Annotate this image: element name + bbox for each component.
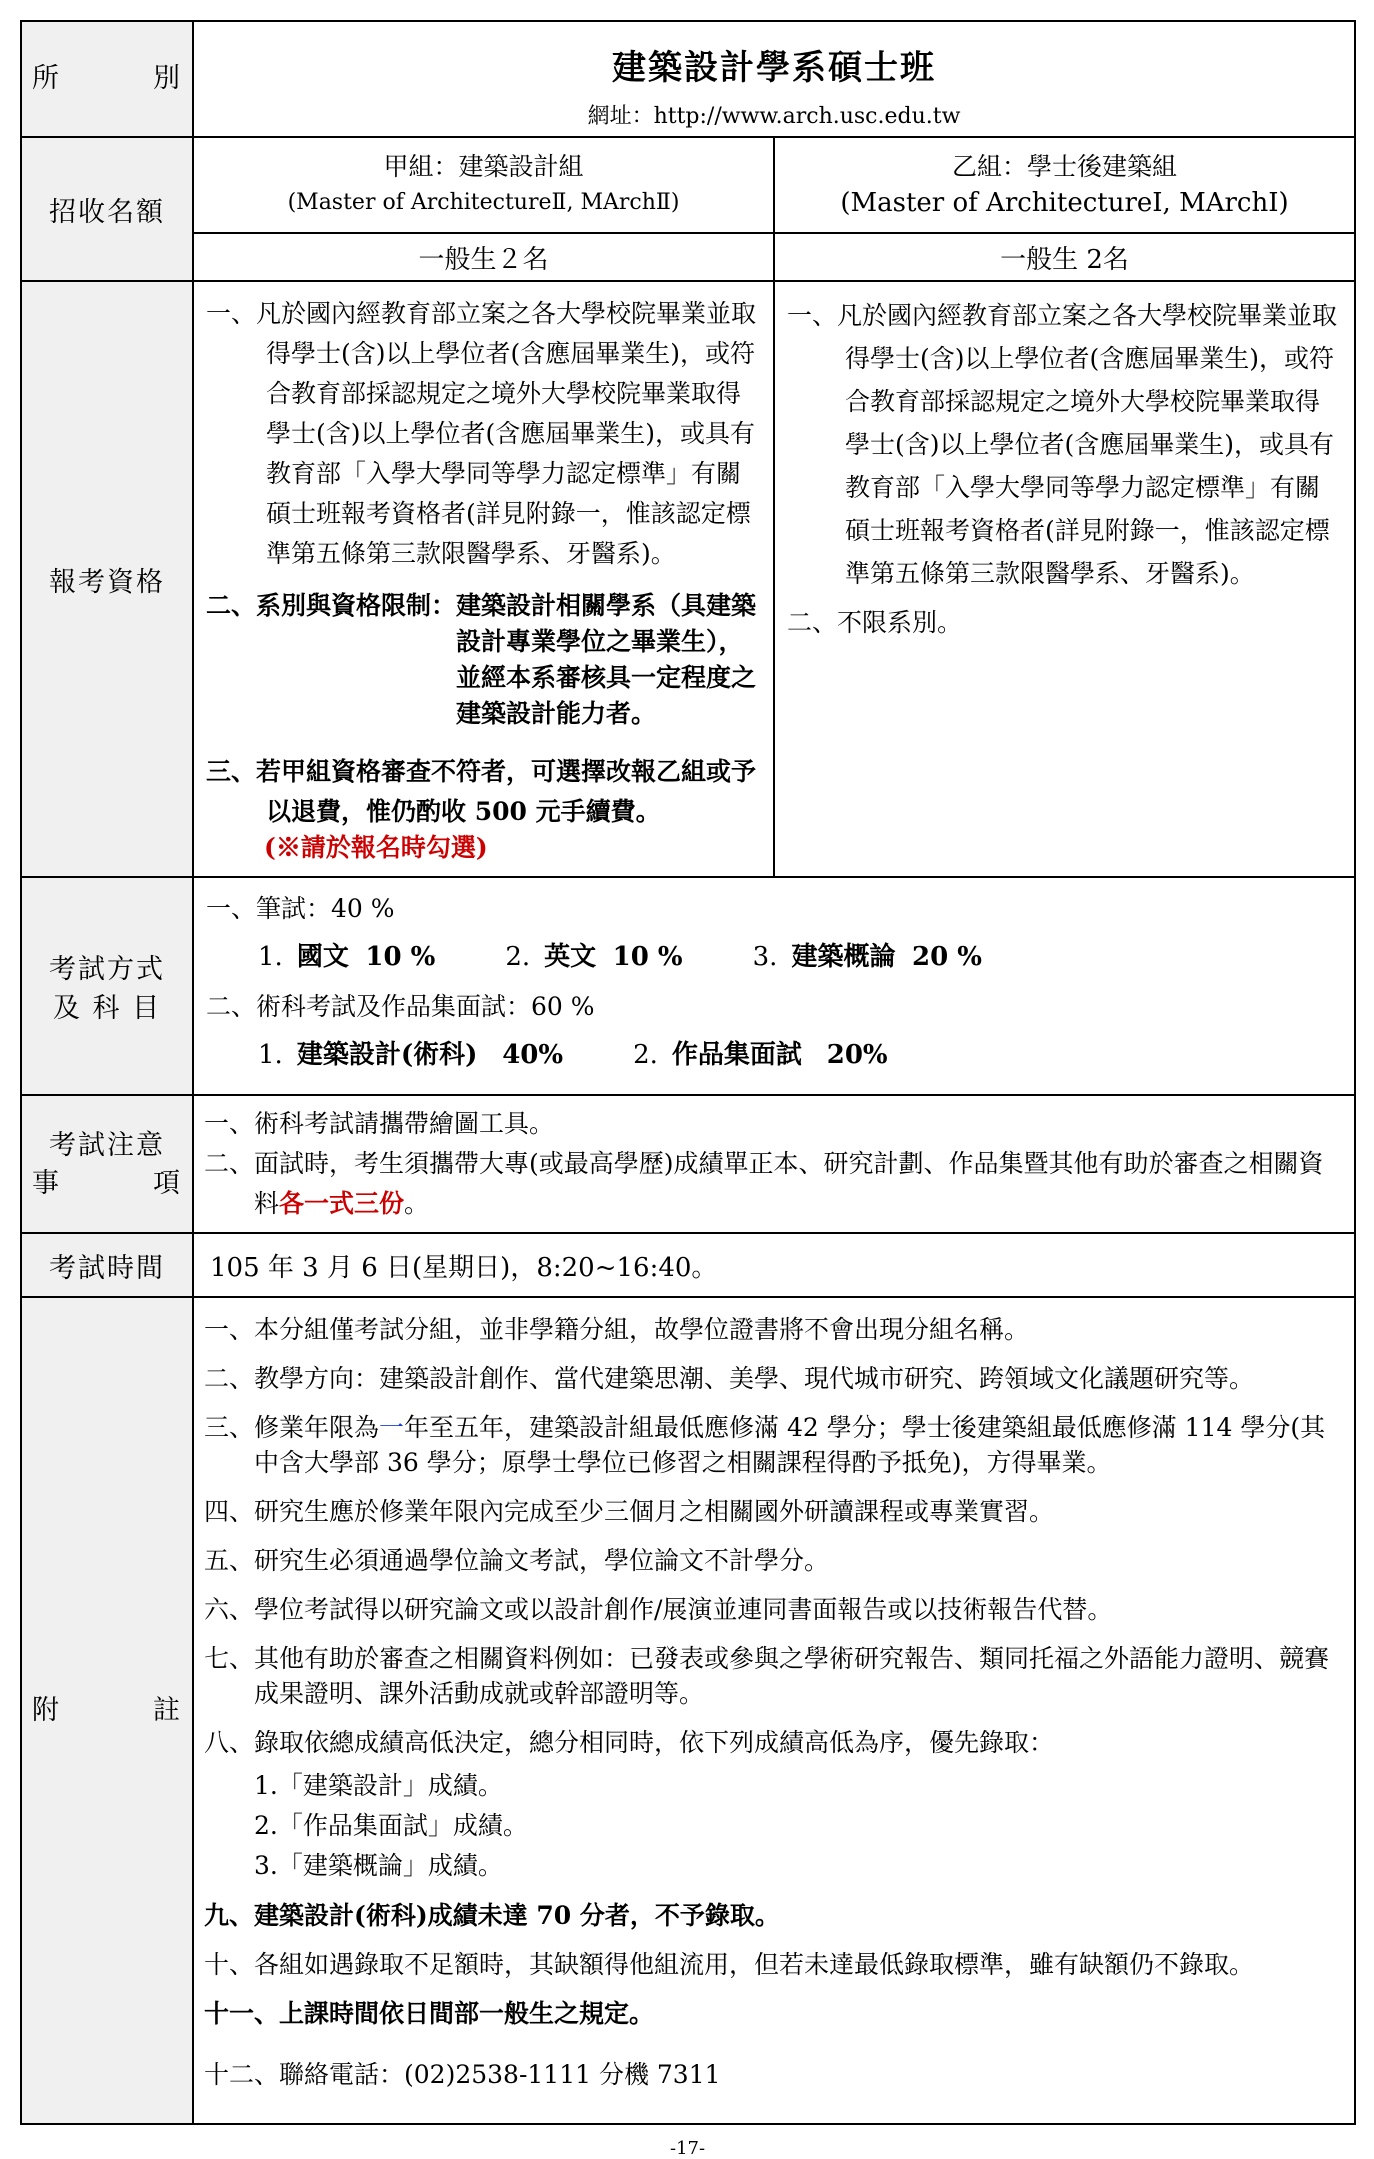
qual-a-item-2: 二、系別與資格限制： 建築設計相關學系（具建築設計專業學位之畢業生），並經本系審核具一定程度之建築設計能力者。 bbox=[206, 591, 757, 728]
remark-4: 四、研究生應於修業年限內完成至少三個月之相關國外研讀課程或專業實習。 bbox=[204, 1497, 1055, 1526]
remark-5: 五、研究生必須通過學位論文考試，學位論文不計學分。 bbox=[204, 1546, 830, 1575]
time-row bbox=[21, 1233, 1355, 1297]
quota-label: 招收名額 bbox=[21, 137, 193, 281]
remark-9: 九、建築設計(術科)成績未達 70 分者，不予錄取。 bbox=[204, 1901, 780, 1930]
group-a-header: 甲組：建築設計組 (Master of ArchitectureⅡ, MArchⅡ) bbox=[193, 137, 774, 233]
group-b-header: 乙組：學士後建築組 (Master of ArchitectureⅠ, MArchⅠ) bbox=[774, 137, 1355, 233]
subject-item: 1. 國文 10 % bbox=[258, 942, 436, 972]
qual-a-item-3-note: (※請於報名時勾選) bbox=[264, 833, 488, 862]
notes-content bbox=[193, 1095, 1355, 1233]
title-cell bbox=[193, 21, 1355, 137]
qual-a-item-1: 一、凡於國內經教育部立案之各大學校院畢業並取得學士(含)以上學位者(含應屆畢業生)，或符合教育部採認規定之境外大學校院畢業取得學士(含)以上學位者(含應屆畢業生)，或具有教育部「入學大學同等學力認定標準」有關碩士班報考資格者(詳見附錄一，惟該認定標準第五條第三款限醫學系、牙醫系)。 bbox=[206, 299, 757, 568]
written-exam: 一、筆試：40 % bbox=[206, 894, 395, 923]
remark-12: 十二、聯絡電話：(02)2538-1111 分機 7311 bbox=[204, 2060, 721, 2089]
group-b-quota: 一般生 2名 bbox=[774, 233, 1355, 281]
written-subjects bbox=[206, 936, 1342, 978]
qual-a-item-3: 三、若甲組資格審查不符者，可選擇改報乙組或予以退費，惟仍酌收 500 元手續費。 bbox=[206, 757, 757, 826]
exam-content bbox=[193, 877, 1355, 1095]
quota-count-row bbox=[21, 233, 1355, 281]
qual-b-item-1: 一、凡於國內經教育部立案之各大學校院畢業並取得學士(含)以上學位者(含應屆畢業生)，或符合教育部採認規定之境外大學校院畢業取得學士(含)以上學位者(含應屆畢業生)，或具有教育部「入學大學同等學力認定標準」有關碩士班報考資格者(詳見附錄一，惟該認定標準第五條第三款限醫學系、牙醫系)。 bbox=[787, 301, 1338, 588]
practical-exam: 二、術科考試及作品集面試：60 % bbox=[206, 992, 595, 1021]
exam-time: 105 年 3 月 6 日(星期日)，8:20~16:40。 bbox=[193, 1233, 1355, 1297]
remarks-label: 附 註 bbox=[21, 1297, 193, 2124]
list-item: 2.「作品集面試」成績。 bbox=[254, 1811, 528, 1840]
qual-b-item-2: 二、不限系別。 bbox=[787, 608, 963, 637]
qualification-label: 報考資格 bbox=[21, 281, 193, 877]
remark-6: 六、學位考試得以研究論文或以設計創作/展演並連同書面報告或以技術報告代替。 bbox=[204, 1595, 1113, 1624]
note-1: 一、術科考試請攜帶繪圖工具。 bbox=[204, 1109, 555, 1138]
ranking-list bbox=[204, 1766, 1344, 1886]
subject-item: 1. 建築設計(術科) 40% bbox=[258, 1040, 564, 1070]
group-b-qualification bbox=[774, 281, 1355, 877]
subject-item: 3. 建築概論 20 % bbox=[752, 942, 982, 972]
notes-label: 考試注意 事 項 bbox=[21, 1095, 193, 1233]
practical-subjects bbox=[206, 1034, 1342, 1076]
subject-item: 2. 英文 10 % bbox=[505, 942, 683, 972]
list-item: 1.「建築設計」成績。 bbox=[254, 1771, 503, 1800]
remarks-content bbox=[193, 1297, 1355, 2124]
group-a-quota: 一般生２名 bbox=[193, 233, 774, 281]
group-a-qualification bbox=[193, 281, 774, 877]
remark-8: 八、錄取依總成績高低決定，總分相同時，依下列成績高低為序，優先錄取： bbox=[204, 1728, 1055, 1757]
quota-row bbox=[21, 137, 1355, 233]
notes-row bbox=[21, 1095, 1355, 1233]
list-item: 3.「建築概論」成績。 bbox=[254, 1851, 503, 1880]
remarks-row bbox=[21, 1297, 1355, 2124]
subject-item: 2. 作品集面試 20% bbox=[633, 1040, 888, 1070]
program-title: 建築設計學系碩士班 bbox=[612, 48, 936, 88]
time-label: 考試時間 bbox=[21, 1233, 193, 1297]
website-url[interactable]: 網址：http://www.arch.usc.edu.tw bbox=[587, 104, 961, 129]
remark-2: 二、教學方向：建築設計創作、當代建築思潮、美學、現代城市研究、跨領域文化議題研究等。 bbox=[204, 1364, 1255, 1393]
header-row bbox=[21, 21, 1355, 137]
page-number: -17- bbox=[670, 2138, 706, 2159]
exam-label: 考試方式 及 科 目 bbox=[21, 877, 193, 1095]
remark-11: 十一、上課時間依日間部一般生之規定。 bbox=[204, 1999, 655, 2028]
exam-row bbox=[21, 877, 1355, 1095]
remark-3: 三、修業年限為一年至五年，建築設計組最低應修滿 42 學分；學士後建築組最低應修滿 114 學分(其中含大學部 36 學分；原學士學位已修習之相關課程得酌予抵免)，方得畢業。 bbox=[204, 1413, 1326, 1477]
note-2: 二、面試時，考生須攜帶大專(或最高學歷)成績單正本、研究計劃、作品集暨其他有助於審查之相關資料各一式三份。 bbox=[204, 1149, 1324, 1218]
remark-7: 七、其他有助於審查之相關資料例如：已發表或參與之學術研究報告、類同托福之外語能力證明、競賽成果證明、課外活動成就或幹部證明等。 bbox=[204, 1644, 1330, 1708]
qualification-row bbox=[21, 281, 1355, 877]
dept-label: 所 別 bbox=[21, 21, 193, 137]
remark-10: 十、各組如遇錄取不足額時，其缺額得他組流用，但若未達最低錄取標準，雖有缺額仍不錄取。 bbox=[204, 1950, 1255, 1979]
remark-1: 一、本分組僅考試分組，並非學籍分組，故學位證書將不會出現分組名稱。 bbox=[204, 1315, 1030, 1344]
admission-table bbox=[20, 20, 1356, 2125]
